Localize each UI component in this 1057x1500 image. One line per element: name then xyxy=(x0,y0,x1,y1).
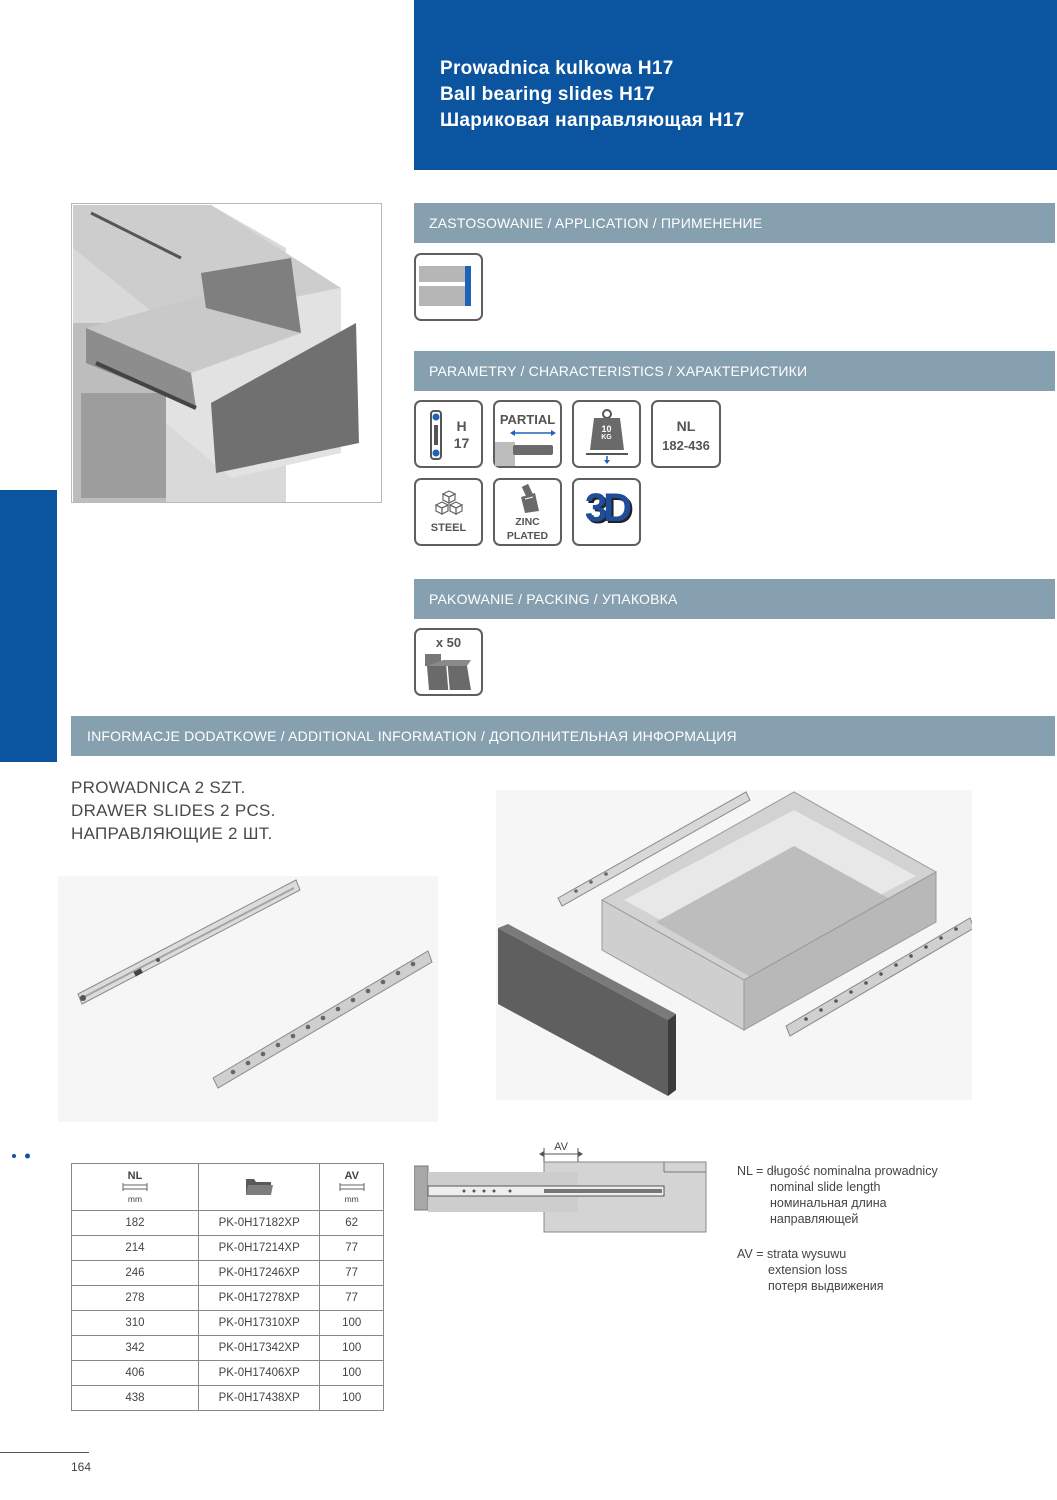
table-row xyxy=(72,1286,384,1311)
contents-polish: PROWADNICA 2 SZT. xyxy=(71,778,246,797)
folder-icon xyxy=(244,1175,274,1197)
cell-av: 100 xyxy=(320,1386,384,1411)
load-unit: KG xyxy=(601,434,612,441)
legend-av-line1: AV = strata wysuwu xyxy=(737,1247,847,1261)
cell-nl: 214 xyxy=(72,1236,199,1261)
height-icon-box xyxy=(414,400,483,468)
nominal-length-icon-box xyxy=(651,400,721,468)
title-russian: Шариковая направляющая H17 xyxy=(440,110,745,131)
table-row xyxy=(72,1211,384,1236)
legend-nl-line2: nominal slide length xyxy=(770,1180,881,1194)
drawer-slide-icon xyxy=(8,1145,48,1215)
header-nl-label: NL xyxy=(127,1170,143,1182)
header-nl-unit: mm xyxy=(127,1194,143,1204)
box-icon xyxy=(423,652,475,692)
cell-av: 100 xyxy=(320,1361,384,1386)
load-icon-box xyxy=(572,400,641,468)
length-ruler-icon xyxy=(122,1183,148,1191)
finish-label-line1: ZINC xyxy=(515,516,540,528)
model-3d-label: 3D xyxy=(584,486,629,530)
packing-quantity: x 50 xyxy=(435,635,462,650)
load-value: 10 xyxy=(601,424,612,434)
height-value: 17 xyxy=(453,435,470,451)
model-3d-icon-box[interactable] xyxy=(572,478,641,546)
legend-nl-line3: номинальная длина xyxy=(770,1196,887,1210)
side-tab[interactable] xyxy=(0,490,57,1130)
material-label: STEEL xyxy=(430,522,467,534)
packing-icon-box xyxy=(414,628,483,696)
slide-cross-section-diagram xyxy=(414,1138,724,1236)
extension-icon-box xyxy=(493,400,562,468)
cell-av: 77 xyxy=(320,1236,384,1261)
cell-nl: 342 xyxy=(72,1336,199,1361)
finish-label-line2: PLATED xyxy=(506,530,549,542)
table-header-row xyxy=(72,1164,384,1211)
cell-code: PK-0H17246XP xyxy=(198,1261,319,1286)
slides-pair-image xyxy=(58,876,438,1122)
contents-russian: НАПРАВЛЯЮЩИЕ 2 ШТ. xyxy=(71,824,273,843)
table-row xyxy=(72,1336,384,1361)
header-nl xyxy=(72,1164,199,1211)
nominal-length-label: NL xyxy=(676,418,696,434)
extension-label: PARTIAL xyxy=(499,412,556,427)
cell-code: PK-0H17214XP xyxy=(198,1236,319,1261)
drawer-cabinet-image xyxy=(71,203,383,504)
table-row xyxy=(72,1386,384,1411)
cell-nl: 310 xyxy=(72,1311,199,1336)
table-row xyxy=(72,1311,384,1336)
finish-icon-box xyxy=(493,478,562,546)
legend-nl-line1: NL = długość nominalna prowadnicy xyxy=(737,1164,938,1178)
height-letter: H xyxy=(456,418,467,434)
section-application: ZASTOSOWANIE / APPLICATION / ПРИМЕНЕНИЕ xyxy=(414,203,1055,243)
footer-rule xyxy=(0,1452,89,1453)
cell-av: 62 xyxy=(320,1211,384,1236)
legend-nl xyxy=(737,1163,938,1227)
extension-ruler-icon xyxy=(339,1183,365,1191)
section-packing: PAKOWANIE / PACKING / УПАКОВКА xyxy=(414,579,1055,619)
cell-nl: 246 xyxy=(72,1261,199,1286)
paint-brush-icon xyxy=(513,483,543,515)
cell-av: 77 xyxy=(320,1261,384,1286)
section-additional-information: INFORMACJE DODATKOWE / ADDITIONAL INFORMATION / ДОПОЛНИТЕЛЬНАЯ ИНФОРМАЦИЯ xyxy=(71,716,1055,756)
spec-table xyxy=(71,1163,384,1411)
header-av xyxy=(320,1164,384,1211)
cell-av: 77 xyxy=(320,1286,384,1311)
cell-code: PK-0H17406XP xyxy=(198,1361,319,1386)
title-polish: Prowadnica kulkowa H17 xyxy=(440,58,674,79)
contents-english: DRAWER SLIDES 2 PCS. xyxy=(71,801,276,820)
cell-code: PK-0H17182XP xyxy=(198,1211,319,1236)
section-characteristics: PARAMETRY / CHARACTERISTICS / ХАРАКТЕРИСТИКИ xyxy=(414,351,1055,391)
header-av-unit: mm xyxy=(344,1194,359,1204)
cell-av: 100 xyxy=(320,1336,384,1361)
steel-cubes-icon xyxy=(435,490,463,516)
cell-av: 100 xyxy=(320,1311,384,1336)
table-row xyxy=(72,1261,384,1286)
legend-av xyxy=(737,1246,884,1294)
cell-code: PK-0H17342XP xyxy=(198,1336,319,1361)
title-english: Ball bearing slides H17 xyxy=(440,84,655,105)
page-number: 164 xyxy=(71,1460,92,1474)
table-row xyxy=(72,1236,384,1261)
av-dimension-label: AV xyxy=(554,1141,568,1153)
header-av-label: AV xyxy=(344,1170,359,1182)
legend-av-line3: потеря выдвижения xyxy=(768,1279,884,1293)
application-icon-box xyxy=(414,253,483,321)
cell-code: PK-0H17438XP xyxy=(198,1386,319,1411)
exploded-drawer-image xyxy=(496,790,972,1100)
cell-nl: 406 xyxy=(72,1361,199,1386)
legend-av-line2: extension loss xyxy=(768,1263,848,1277)
drawer-side-icon xyxy=(416,255,481,319)
header-code xyxy=(198,1164,319,1211)
cell-nl: 438 xyxy=(72,1386,199,1411)
cell-nl: 182 xyxy=(72,1211,199,1236)
table-row xyxy=(72,1361,384,1386)
partial-extension-icon xyxy=(495,428,560,468)
side-tab-label: DRAWER SLIDES xyxy=(22,1026,34,1130)
legend-nl-line4: направляющей xyxy=(770,1212,859,1226)
cell-code: PK-0H17278XP xyxy=(198,1286,319,1311)
nominal-length-range: 182-436 xyxy=(662,438,710,453)
cell-code: PK-0H17310XP xyxy=(198,1311,319,1336)
material-icon-box xyxy=(414,478,483,546)
cell-nl: 278 xyxy=(72,1286,199,1311)
